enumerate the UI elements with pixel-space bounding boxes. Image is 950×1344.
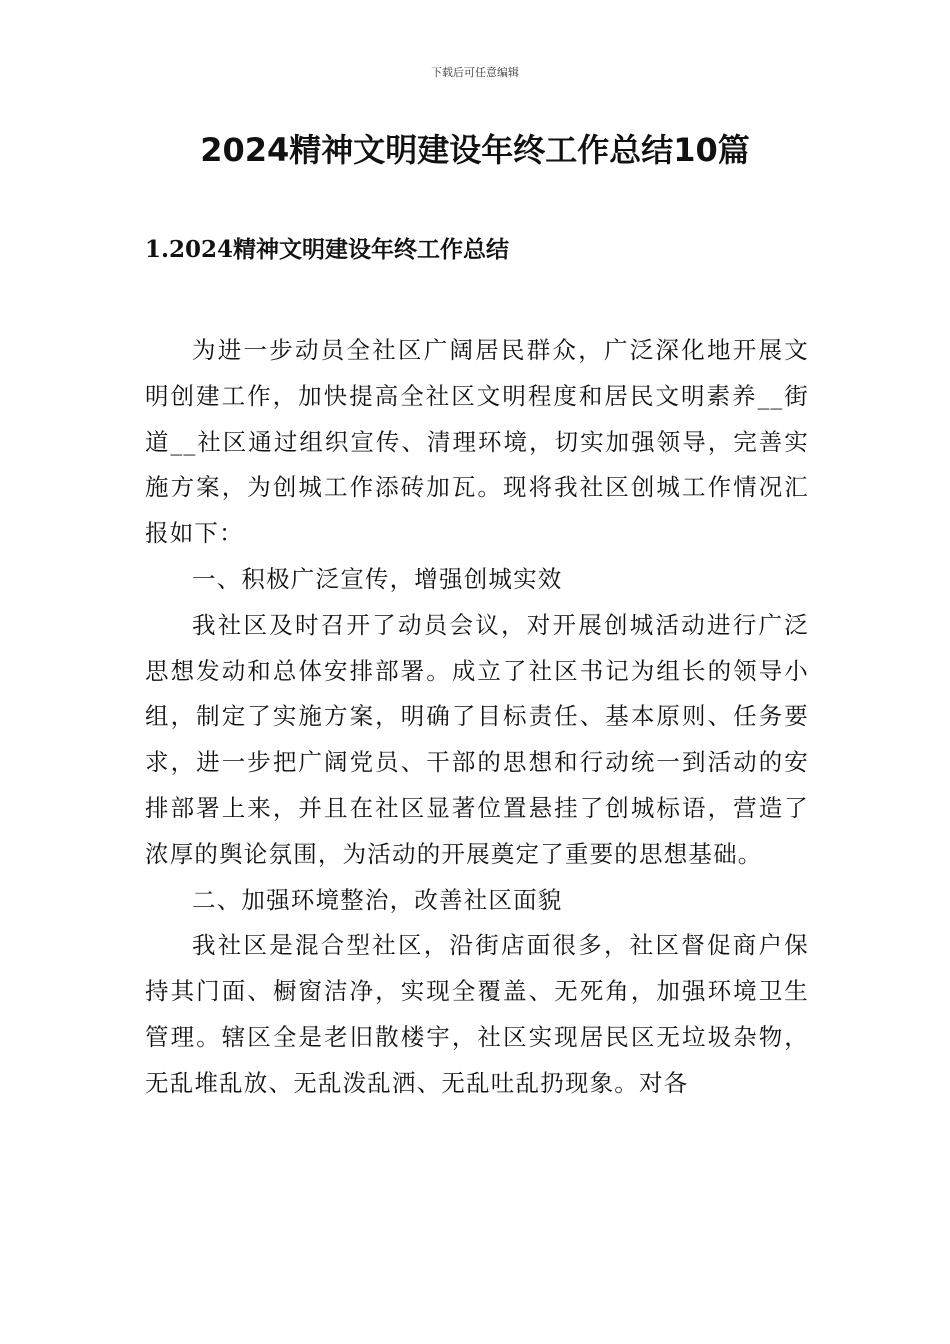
subheading-publicity: 一、积极广泛宣传，增强创城实效 <box>192 564 563 593</box>
paragraph-environment: 我社区是混合型社区，沿街店面很多，社区督促商户保持其门面、橱窗洁净，实现全覆盖、无死角，加强环境卫生管理。辖区全是老旧散楼宇，社区实现居民区无垃圾杂物，无乱堆乱放、无乱泼乱洒、无乱吐乱扔现象。对各 <box>145 931 809 1097</box>
subheading-environment: 二、加强环境整治，改善社区面貌 <box>192 885 563 914</box>
section-heading: 1.2024精神文明建设年终工作总结 <box>145 236 510 263</box>
header-note: 下载后可任意编辑 <box>431 66 519 79</box>
document-title: 2024精神文明建设年终工作总结10篇 <box>200 131 750 169</box>
document-body <box>145 328 809 1107</box>
paragraph-intro: 为进一步动员全社区广阔居民群众，广泛深化地开展文明创建工作，加快提高全社区文明程度和居民文明素养__街道__社区通过组织宣传、清理环境，切实加强领导，完善实施方案，为创城工作添砖加瓦。现将我社区创城工作情况汇报如下： <box>145 336 809 548</box>
paragraph-publicity: 我社区及时召开了动员会议，对开展创城活动进行广泛思想发动和总体安排部署。成立了社区书记为组长的领导小组，制定了实施方案，明确了目标责任、基本原则、任务要求，进一步把广阔党员、干部的思想和行动统一到活动的安排部署上来，并且在社区显著位置悬挂了创城标语，营造了浓厚的舆论氛围，为活动的开展奠定了重要的思想基础。 <box>145 610 809 868</box>
